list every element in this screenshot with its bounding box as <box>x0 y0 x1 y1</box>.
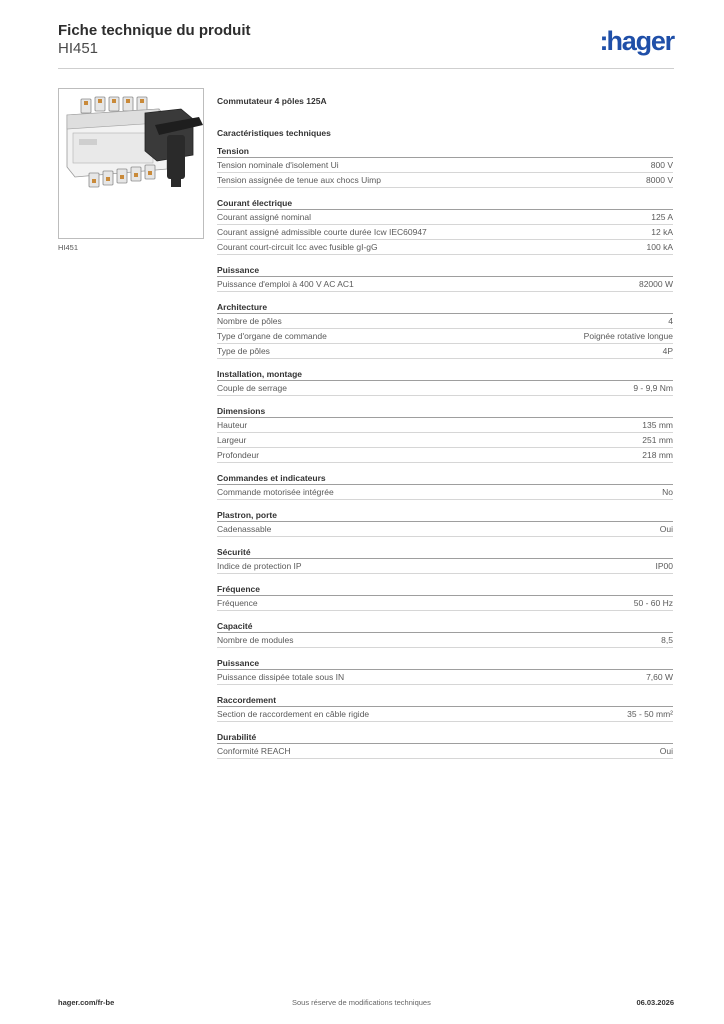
spec-row <box>217 173 673 188</box>
spec-row <box>217 559 673 574</box>
spec-value: 8,5 <box>661 635 673 645</box>
section-title: Capacité <box>217 621 253 631</box>
spec-value: Poignée rotative longue <box>583 331 673 341</box>
spec-section <box>217 265 673 292</box>
product-photo <box>58 88 204 239</box>
photo-caption: HI451 <box>58 243 79 252</box>
spec-value: 82000 W <box>638 279 673 289</box>
spec-label: Nombre de pôles <box>217 316 282 326</box>
spec-value: 9 - 9,9 Nm <box>633 383 673 393</box>
section-title: Architecture <box>217 302 268 312</box>
spec-label: Tension nominale d'isolement Ui <box>217 160 339 170</box>
spec-section <box>217 146 673 188</box>
spec-row <box>217 670 673 685</box>
spec-row <box>217 381 673 396</box>
spec-label: Tension assignée de tenue aux chocs Uimp <box>217 175 381 185</box>
spec-row <box>217 596 673 611</box>
spec-row <box>217 633 673 648</box>
spec-section <box>217 473 673 500</box>
product-name: Commutateur 4 pôles 125A <box>217 96 327 106</box>
spec-row <box>217 448 673 463</box>
spec-label: Nombre de modules <box>217 635 294 645</box>
spec-label: Conformité REACH <box>217 746 291 756</box>
spec-sections <box>217 146 673 759</box>
section-title: Installation, montage <box>217 369 303 379</box>
spec-label: Profondeur <box>217 450 260 460</box>
spec-label: Commande motorisée intégrée <box>217 487 334 497</box>
section-title: Dimensions <box>217 406 266 416</box>
spec-value: 35 - 50 mm² <box>627 709 673 719</box>
spec-section <box>217 547 673 574</box>
section-title: Sécurité <box>217 547 251 557</box>
document-title: Fiche technique du produit <box>58 22 251 39</box>
spec-section <box>217 369 673 396</box>
spec-value: 4P <box>662 346 673 356</box>
product-reference: HI451 <box>58 40 99 57</box>
section-title: Puissance <box>217 265 260 275</box>
spec-label: Courant assigné nominal <box>217 212 312 222</box>
switch-disconnector-icon <box>59 89 204 239</box>
spec-value: 12 kA <box>651 227 673 237</box>
footer-date: 06.03.2026 <box>636 998 674 1007</box>
footer-disclaimer: Sous réserve de modifications techniques <box>292 998 431 1007</box>
section-title: Plastron, porte <box>217 510 277 520</box>
spec-value: 50 - 60 Hz <box>633 598 673 608</box>
spec-section <box>217 732 673 759</box>
section-title: Puissance <box>217 658 260 668</box>
spec-value: IP00 <box>655 561 673 571</box>
spec-label: Hauteur <box>217 420 248 430</box>
spec-value: 100 kA <box>646 242 673 252</box>
section-title: Durabilité <box>217 732 257 742</box>
spec-row <box>217 418 673 433</box>
spec-value: 7,60 W <box>646 672 673 682</box>
section-title: Courant électrique <box>217 198 293 208</box>
spec-value: 125 A <box>651 212 673 222</box>
spec-row <box>217 707 673 722</box>
logo-text: hager <box>606 26 674 56</box>
spec-heading: Caractéristiques techniques <box>217 128 331 138</box>
section-title: Tension <box>217 146 249 156</box>
spec-value: 4 <box>668 316 673 326</box>
spec-label: Type d'organe de commande <box>217 331 327 341</box>
spec-label: Cadenassable <box>217 524 272 534</box>
page-footer <box>58 998 674 1010</box>
spec-label: Puissance dissipée totale sous IN <box>217 672 345 682</box>
spec-section <box>217 198 673 255</box>
spec-value: No <box>662 487 673 497</box>
spec-value: Oui <box>659 524 673 534</box>
header-divider <box>58 68 674 69</box>
spec-label: Fréquence <box>217 598 258 608</box>
spec-row <box>217 225 673 240</box>
spec-label: Section de raccordement en câble rigide <box>217 709 370 719</box>
spec-label: Puissance d'emploi à 400 V AC AC1 <box>217 279 354 289</box>
spec-row <box>217 744 673 759</box>
spec-row <box>217 240 673 255</box>
spec-content <box>217 96 673 769</box>
spec-value: 135 mm <box>642 420 673 430</box>
spec-label: Largeur <box>217 435 247 445</box>
hager-logo: :hager <box>599 26 674 56</box>
spec-section <box>217 584 673 611</box>
section-title: Commandes et indicateurs <box>217 473 326 483</box>
spec-label: Indice de protection IP <box>217 561 302 571</box>
spec-section <box>217 510 673 537</box>
spec-section <box>217 302 673 359</box>
section-title: Fréquence <box>217 584 260 594</box>
spec-section <box>217 406 673 463</box>
section-title: Raccordement <box>217 695 277 705</box>
spec-value: 8000 V <box>646 175 673 185</box>
spec-section <box>217 695 673 722</box>
page-header <box>58 22 674 70</box>
spec-label: Couple de serrage <box>217 383 287 393</box>
spec-row <box>217 522 673 537</box>
spec-row <box>217 329 673 344</box>
spec-row <box>217 433 673 448</box>
spec-value: 218 mm <box>642 450 673 460</box>
footer-website: hager.com/fr-be <box>58 998 115 1007</box>
spec-row <box>217 210 673 225</box>
spec-label: Courant court-circuit Icc avec fusible gI-gG <box>217 242 378 252</box>
spec-label: Type de pôles <box>217 346 270 356</box>
spec-section <box>217 658 673 685</box>
spec-label: Courant assigné admissible courte durée Icw IEC60947 <box>217 227 427 237</box>
spec-row <box>217 158 673 173</box>
spec-value: 251 mm <box>642 435 673 445</box>
spec-row <box>217 314 673 329</box>
spec-section <box>217 621 673 648</box>
spec-row <box>217 485 673 500</box>
spec-value: 800 V <box>650 160 673 170</box>
spec-row <box>217 277 673 292</box>
spec-row <box>217 344 673 359</box>
spec-value: Oui <box>659 746 673 756</box>
